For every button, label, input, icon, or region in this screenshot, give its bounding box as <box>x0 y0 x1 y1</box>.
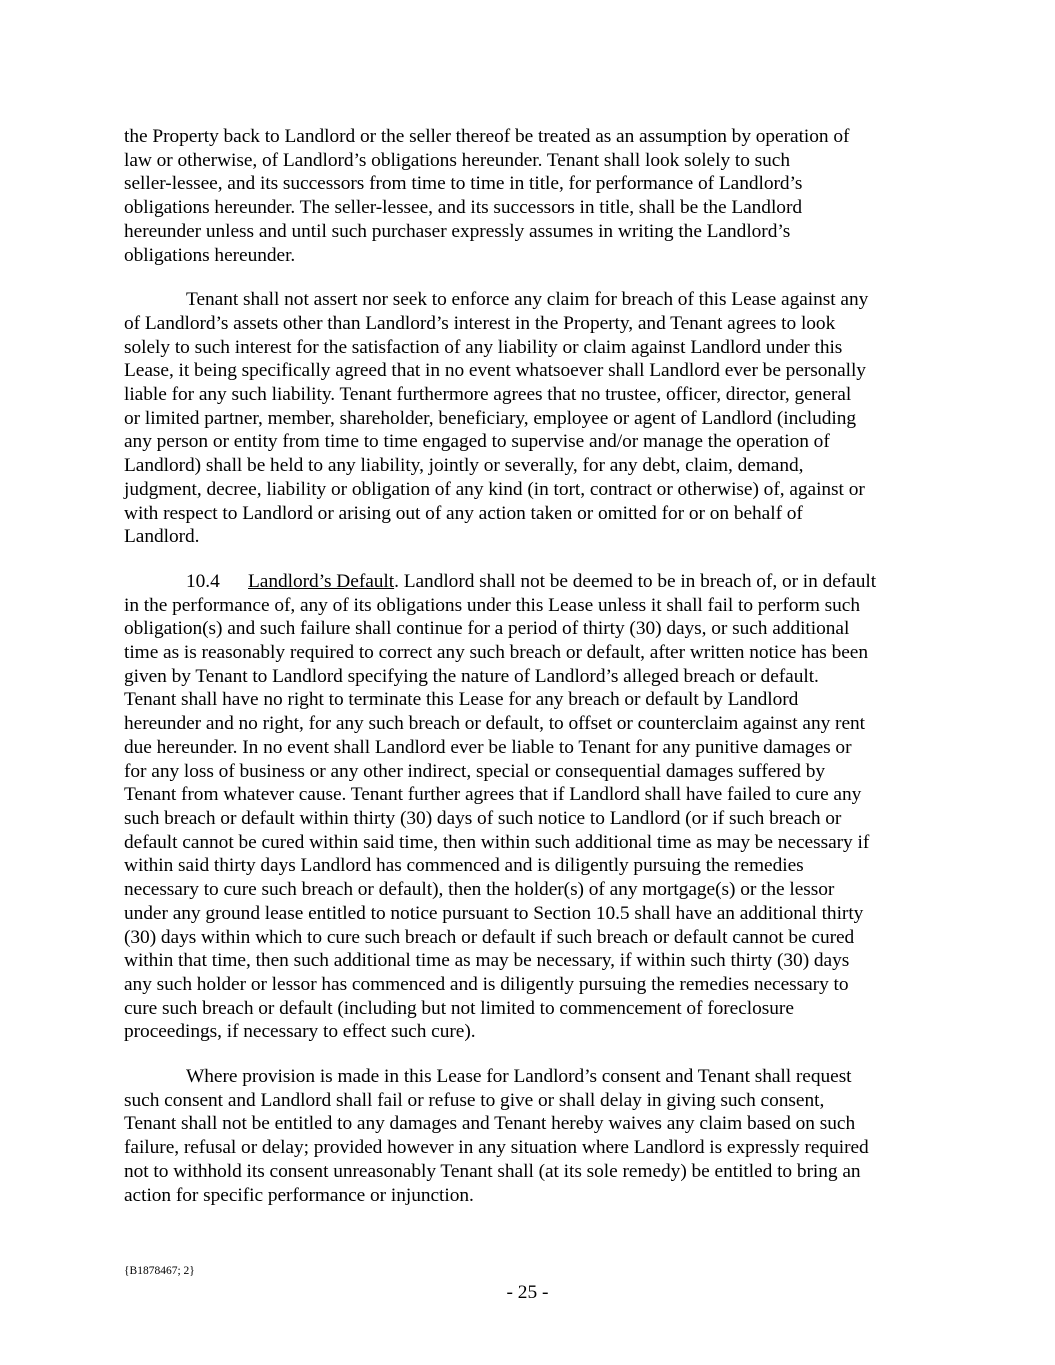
text-line: with respect to Landlord or arising out of any action taken or omitted for or on behalf of <box>124 502 803 524</box>
text-line: action for specific performance or injunction. <box>124 1184 474 1206</box>
text-line: of Landlord’s assets other than Landlord’s interest in the Property, and Tenant agrees to look <box>124 312 836 334</box>
section-heading: Landlord’s Default <box>248 570 395 592</box>
text-line: any such holder or lessor has commenced and is diligently pursuing the remedies necessary to <box>124 973 849 995</box>
text-line: obligations hereunder. <box>124 244 296 266</box>
text-line: under any ground lease entitled to notice pursuant to Section 10.5 shall have an additional thirty <box>124 902 864 924</box>
text-line: necessary to cure such breach or default), then the holder(s) of any mortgage(s) or the lessor <box>124 879 835 901</box>
text-line: obligations hereunder. The seller-lessee, and its successors in title, shall be the Landlord <box>124 197 802 219</box>
section-number: 10.4 <box>186 570 220 592</box>
text-line: law or otherwise, of Landlord’s obligations hereunder. Tenant shall look solely to such <box>124 149 791 171</box>
section-10-4-landlords-default <box>124 570 936 1044</box>
text-line: Landlord. <box>124 526 200 548</box>
text-line: or limited partner, member, shareholder, beneficiary, employee or agent of Landlord (including <box>124 407 857 429</box>
text-line: solely to such interest for the satisfaction of any liability or claim against Landlord under this <box>124 336 843 358</box>
text-line: Where provision is made in this Lease for Landlord’s consent and Tenant shall request <box>186 1066 852 1088</box>
text-line: Landlord) shall be held to any liability, jointly or severally, for any debt, claim, demand, <box>124 455 804 477</box>
text-line: not to withhold its consent unreasonably Tenant shall (at its sole remedy) be entitled to bring an <box>124 1160 861 1182</box>
text-line: Lease, it being specifically agreed that in no event whatsoever shall Landlord ever be personally <box>124 360 866 382</box>
page-number: - 25 - <box>506 1282 549 1303</box>
paragraph-landlord-liability <box>124 288 936 549</box>
paragraph-landlord-consent <box>124 1065 936 1207</box>
text-line: Tenant from whatever cause. Tenant further agrees that if Landlord shall have failed to cure any <box>124 784 862 806</box>
text-line: time as is reasonably required to correct any such breach or default, after written notice has been <box>124 642 868 664</box>
text-line: default cannot be cured within said time, then within such additional time as may be necessary if <box>124 831 870 853</box>
text-line: such consent and Landlord shall fail or refuse to give or shall delay in giving such consent, <box>124 1089 825 1111</box>
text-line: cure such breach or default (including but not limited to commencement of foreclosure <box>124 997 794 1019</box>
text-line: proceedings, if necessary to effect such cure). <box>124 1021 476 1043</box>
text-line: due hereunder. In no event shall Landlord ever be liable to Tenant for any punitive damages or <box>124 736 852 758</box>
paragraph-continuation <box>124 125 936 267</box>
text-line: hereunder unless and until such purchaser expressly assumes in writing the Landlord’s <box>124 220 791 242</box>
text-line: failure, refusal or delay; provided however in any situation where Landlord is expressly required <box>124 1137 869 1159</box>
text-line: judgment, decree, liability or obligation of any kind (in tort, contract or otherwise) of, against or <box>124 478 865 500</box>
text-line: hereunder and no right, for any such breach or default, to offset or counterclaim against any rent <box>124 713 866 735</box>
text-line: any person or entity from time to time engaged to supervise and/or manage the operation of <box>124 431 830 453</box>
text-line: the Property back to Landlord or the seller thereof be treated as an assumption by operation of <box>124 126 850 147</box>
text-line: given by Tenant to Landlord specifying the nature of Landlord’s alleged breach or default. <box>124 665 819 687</box>
text-line: (30) days within which to cure such breach or default if such breach or default cannot be cured <box>124 926 855 948</box>
text-line: such breach or default within thirty (30) days of such notice to Landlord (or if such breach or <box>124 807 842 829</box>
text-line: Tenant shall not be entitled to any damages and Tenant hereby waives any claim based on such <box>124 1113 856 1135</box>
document-id: {B1878467; 2} <box>124 1265 195 1277</box>
text-line: within said thirty days Landlord has commenced and is diligently pursuing the remedies <box>124 855 804 877</box>
text-line: liable for any such liability. Tenant furthermore agrees that no trustee, officer, director, general <box>124 384 852 406</box>
text-line: within that time, then such additional time as may be necessary, if within such thirty (30) days <box>124 950 850 972</box>
text-line: . Landlord shall not be deemed to be in breach of, or in default <box>394 570 877 592</box>
text-line: in the performance of, any of its obligations under this Lease unless it shall fail to perform such <box>124 594 861 616</box>
text-line: obligation(s) and such failure shall continue for a period of thirty (30) days, or such additional <box>124 618 850 640</box>
text-line: Tenant shall not assert nor seek to enforce any claim for breach of this Lease against any <box>186 289 869 311</box>
text-line: Tenant shall have no right to terminate this Lease for any breach or default by Landlord <box>124 689 799 711</box>
text-line: for any loss of business or any other indirect, special or consequential damages suffered by <box>124 760 825 782</box>
section-first-line <box>124 570 936 594</box>
document-body <box>124 125 936 1228</box>
text-line: seller-lessee, and its successors from time to time in title, for performance of Landlord’s <box>124 173 803 195</box>
